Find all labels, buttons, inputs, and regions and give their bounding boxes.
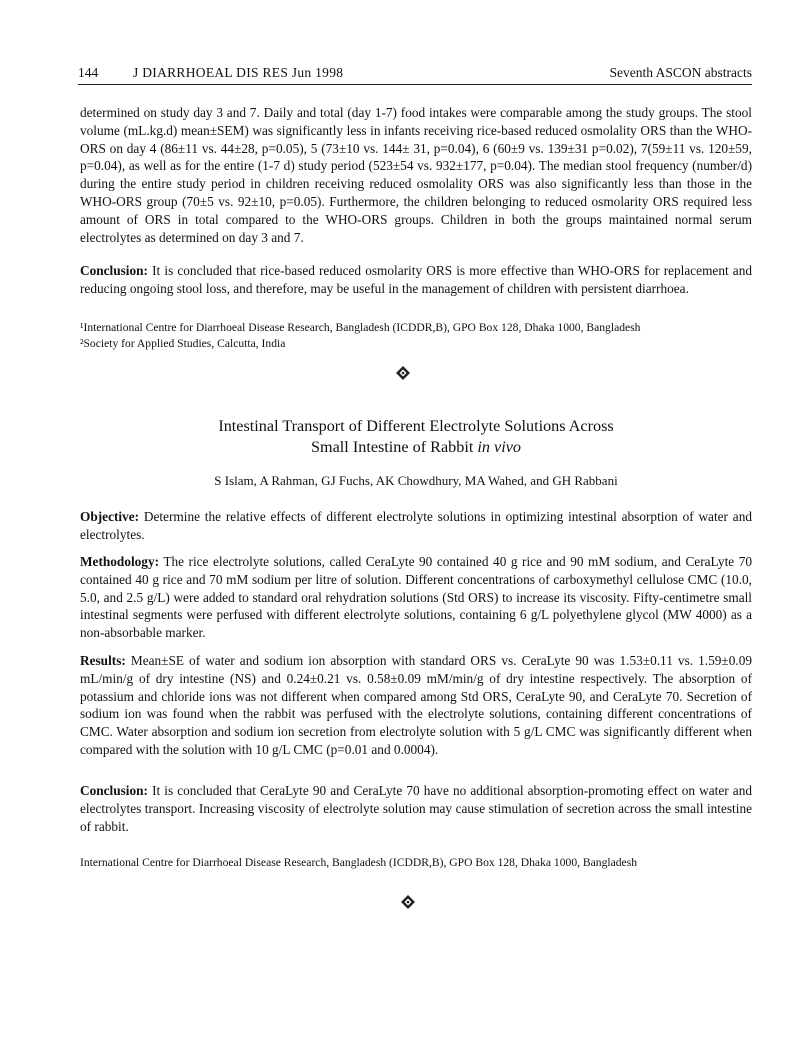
abstract2-objective-label: Objective: (80, 509, 140, 524)
separator-ornament-icon (396, 366, 410, 380)
abstract2-methodology (80, 553, 752, 642)
abstract2-objective (80, 508, 752, 544)
abstract2-affiliation: International Centre for Diarrhoeal Disease Research, Bangladesh (ICDDR,B), GPO Box 128, Dhaka 1000, Bangladesh (80, 856, 637, 869)
abstract1-conclusion-label: Conclusion: (80, 263, 148, 278)
abstract2-conclusion-text: It is concluded that CeraLyte 90 and CeraLyte 70 have no additional absorption-promoting effect on water and electrolytes transport. Increasing viscosity of electrolyte solution may cause stimulation of secretion across the small intestine of rabbit. (80, 783, 752, 834)
abstract2-title-italic: in vivo (477, 438, 521, 456)
header-rule (78, 84, 752, 85)
abstract2-authors: S Islam, A Rahman, GJ Fuchs, AK Chowdhury, MA Wahed, and GH Rabbani (214, 473, 618, 488)
abstract2-results (80, 652, 752, 759)
abstract2-conclusion (80, 782, 752, 835)
abstract2-title-prefix: Small Intestine of Rabbit (311, 438, 478, 456)
abstract2-methodology-text: The rice electrolyte solutions, called CeraLyte 90 contained 40 g rice and 90 mM sodium, and CeraLyte 70 contained 40 g rice and 70 mM sodium per litre of solution. Different concentrations of carboxymethyl cellulose CMC (10.0, 5.0, and 2.5 g/L) were added to standard oral rehydration solutions (Std ORS) to increase its viscosity. Fifty-centimetre small intestinal segments were perfused with different electrolyte solutions, containing 6 g/L polyethylene glycol (MW 4000) as a non-absorbable marker. (80, 554, 752, 641)
abstract1-affiliation-1: ¹International Centre for Diarrhoeal Disease Research, Bangladesh (ICDDR,B), GPO Box 128, Dhaka 1000, Bangladesh (80, 321, 641, 334)
page-number: 144 (78, 65, 99, 80)
abstract2-title-line-2 (80, 437, 752, 458)
abstract1-affiliation-2: ²Society for Applied Studies, Calcutta, India (80, 337, 286, 350)
separator-ornament-icon (401, 895, 415, 909)
abstract2-title-line-1: Intestinal Transport of Different Electrolyte Solutions Across (218, 417, 614, 435)
abstract2-results-label: Results: (80, 653, 126, 668)
section-title: Seventh ASCON abstracts (609, 65, 752, 80)
abstract2-conclusion-label: Conclusion: (80, 783, 148, 798)
journal-citation: J DIARRHOEAL DIS RES Jun 1998 (133, 65, 344, 80)
abstract2-methodology-label: Methodology: (80, 554, 160, 569)
abstract1-conclusion-text: It is concluded that rice-based reduced osmolarity ORS is more effective than WHO-ORS for replacement and reducing ongoing stool loss, and therefore, may be useful in the management of children with persistent diarrhoea. (80, 263, 752, 296)
abstract1-conclusion (80, 262, 752, 298)
abstract1-results-continuation: determined on study day 3 and 7. Daily and total (day 1-7) food intakes were comparable among the study groups. The stool volume (mL.kg.d) mean±SEM) was significantly less in infants receiving rice-based reduced osmolality ORS than the WHO-ORS on day 4 (86±11 vs. 44±28, p=0.05), 5 (73±10 vs. 144± 31, p=0.04), 6 (60±9 vs. 139±31 p=0.02), 7(59±11 vs. 120±59, p=0.04), as well as for the entire (1-7 d) study period (523±54 vs. 932±177, p=0.04). The median stool frequency (number/d) during the entire study period in children receiving reduced osmolality ORS was also significantly less than those in the WHO-ORS group (70±5 vs. 92±10, p=0.05). Furthermore, the children belonging to reduced osmolarity ORS required less amount of ORS in total compared to the WHO-ORS groups. Children in both the groups maintained normal serum electrolytes as determined on day 3 and 7. (80, 105, 752, 245)
abstract2-results-text: Mean±SE of water and sodium ion absorption with standard ORS vs. CeraLyte 90 was 1.53±0.11 vs. 1.59±0.09 mL/min/g of dry intestine (NS) and 0.24±0.21 vs. 0.58±0.09 mM/min/g of dry intestine respectively. The absorption of potassium and chloride ions was not different when compared among Std ORS, CeraLyte 90, and CeraLyte 70. Secretion of sodium ion was found when the rabbit was perfused with the electrolyte solutions, containing different concentrations of CMC. Water absorption and sodium ion secretion from electrolyte solution with 5 g/L CMC was significantly different when compared with the solution with 10 g/L CMC (p=0.01 and 0.0004). (80, 653, 752, 757)
abstract2-objective-text: Determine the relative effects of different electrolyte solutions in optimizing intestinal absorption of water and electrolytes. (80, 509, 752, 542)
